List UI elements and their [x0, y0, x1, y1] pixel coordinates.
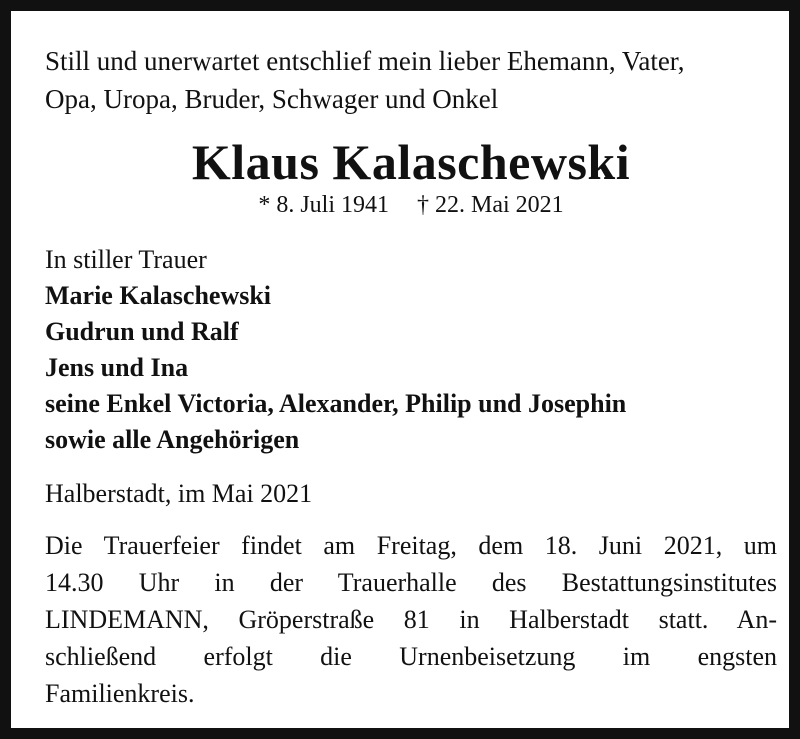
intro-line: Opa, Uropa, Bruder, Schwager und Onkel: [45, 84, 499, 114]
mourner-name: Jens und Ina: [45, 353, 189, 382]
mourner-name: seine Enkel Victoria, Alexander, Philip und Josephin: [45, 389, 627, 418]
deceased-name: Klaus Kalaschewski: [191, 134, 631, 190]
ceremony-line: schließend erfolgt die Urnenbeisetzung im engsten: [45, 642, 777, 671]
ceremony-line: LINDEMANN, Gröperstraße 81 in Halberstadt statt. An-: [45, 605, 777, 634]
ceremony-notice: [45, 527, 777, 712]
birth-date: * 8. Juli 1941: [258, 192, 389, 218]
intro-text: [45, 42, 777, 118]
life-dates: [45, 190, 777, 220]
mourner-name: Gudrun und Ralf: [45, 317, 239, 346]
mourners-list: [45, 242, 777, 458]
place-date: Halberstadt, im Mai 2021: [45, 479, 313, 508]
ceremony-line: Die Trauerfeier findet am Freitag, dem 18. Juni 2021, um: [45, 531, 777, 560]
death-date: † 22. Mai 2021: [417, 192, 564, 218]
ceremony-line: Familienkreis.: [45, 679, 195, 708]
mourner-name: sowie alle Angehörigen: [45, 425, 300, 454]
mourner-name: Marie Kalaschewski: [45, 281, 272, 310]
obituary-content: [45, 42, 777, 712]
mourners-heading: In stiller Trauer: [45, 245, 207, 274]
ceremony-line: 14.30 Uhr in der Trauerhalle des Bestattungsinstitutes: [45, 568, 777, 597]
intro-line: Still und unerwartet entschlief mein lieber Ehemann, Vater,: [45, 46, 685, 76]
